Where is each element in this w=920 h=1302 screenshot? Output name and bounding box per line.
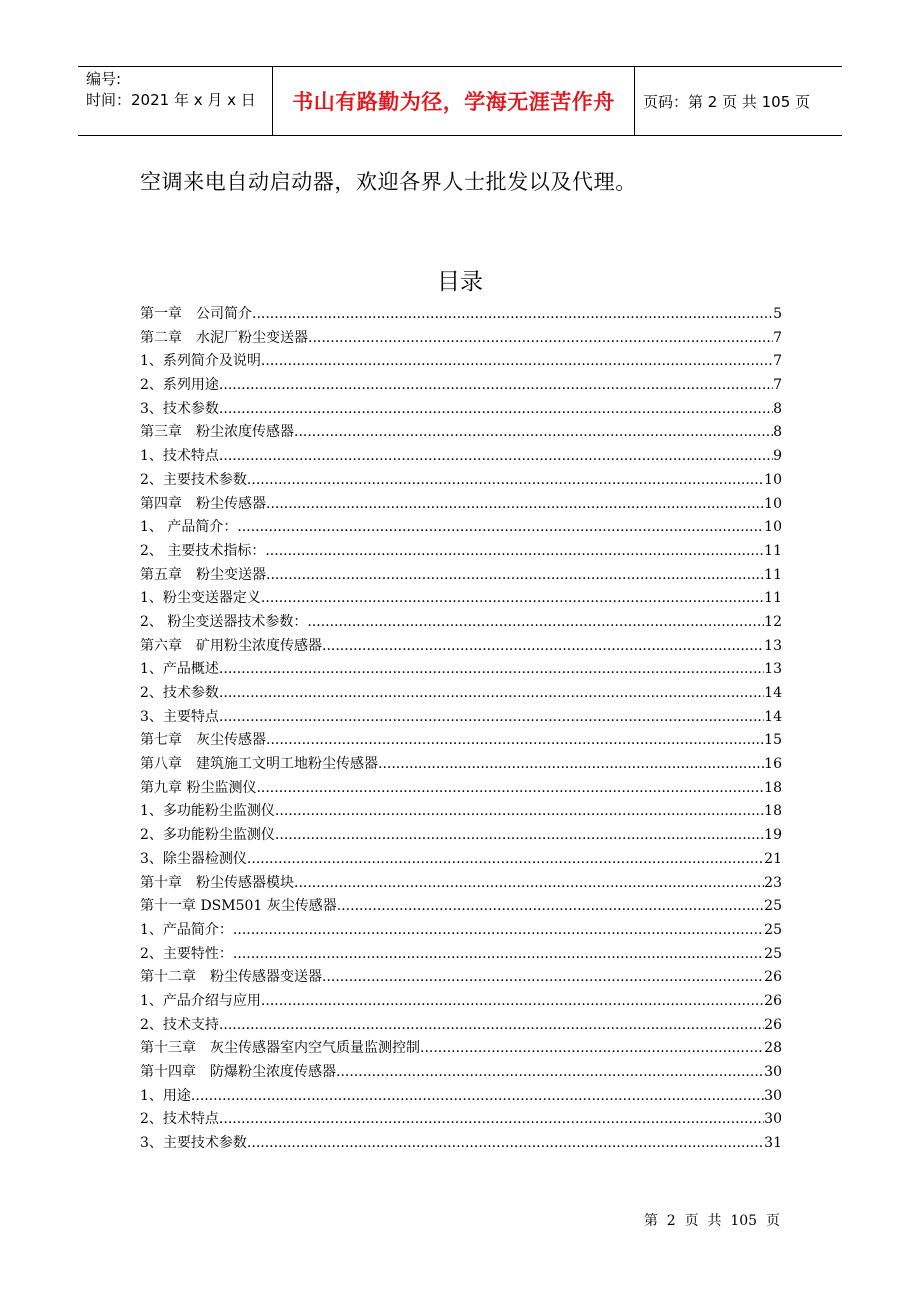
document-time-label: 时间：2021 年 x 月 x 日 xyxy=(86,91,256,109)
toc-entry-page: 10 xyxy=(764,471,782,488)
toc-leader-dots xyxy=(275,803,764,819)
toc-entry-page: 30 xyxy=(764,1087,782,1104)
toc-entry-page: 19 xyxy=(764,827,782,844)
toc-entry-page: 30 xyxy=(764,1111,782,1128)
toc-entry-label: 3、主要技术参数 xyxy=(140,1135,247,1152)
toc-entry[interactable] xyxy=(140,682,782,706)
toc-entry-label: 2、系列用途 xyxy=(140,377,219,394)
toc-leader-dots xyxy=(336,1064,764,1080)
toc-leader-dots xyxy=(219,709,764,725)
toc-leader-dots xyxy=(307,614,764,630)
toc-entry-page: 14 xyxy=(764,685,782,701)
toc-entry-label: 3、主要特点 xyxy=(140,708,219,725)
toc-leader-dots xyxy=(275,827,764,843)
page-header xyxy=(78,66,842,136)
toc-entry-page: 10 xyxy=(764,519,782,536)
toc-entry[interactable] xyxy=(140,350,782,374)
toc-entry[interactable] xyxy=(140,824,782,848)
intro-text: 空调来电自动启动器，欢迎各界人士批发以及代理。 xyxy=(140,170,637,194)
page-footer xyxy=(644,1210,780,1230)
toc-leader-dots xyxy=(308,330,773,346)
toc-entry[interactable] xyxy=(140,493,782,517)
toc-entry-label: 2、主要技术参数 xyxy=(140,471,247,488)
toc-entry-page: 8 xyxy=(773,400,782,417)
toc-entry[interactable] xyxy=(140,1108,782,1132)
toc-entry-page: 21 xyxy=(764,850,782,867)
toc-entry-page: 11 xyxy=(764,590,782,607)
toc-entry-page: 26 xyxy=(764,969,782,986)
toc-entry-label: 第十二章 粉尘传感器变送器 xyxy=(140,969,322,986)
toc-entry-page: 26 xyxy=(764,992,782,1009)
toc-entry-page: 23 xyxy=(764,874,782,891)
toc-entry-page: 7 xyxy=(773,377,782,394)
toc-entry[interactable] xyxy=(140,872,782,896)
toc-entry-label: 1、系列简介及说明 xyxy=(140,353,261,370)
toc-leader-dots xyxy=(420,1040,764,1056)
toc-entry[interactable] xyxy=(140,516,782,540)
toc-entry[interactable] xyxy=(140,1037,782,1061)
toc-entry-page: 7 xyxy=(773,329,782,346)
toc-entry-label: 第八章 建筑施工文明工地粉尘传感器 xyxy=(140,756,378,773)
toc-entry[interactable] xyxy=(140,469,782,493)
toc-entry-label: 2、 粉尘变送器技术参数： xyxy=(140,613,308,630)
toc-leader-dots xyxy=(378,756,764,772)
toc-entry-label: 第七章 灰尘传感器 xyxy=(140,732,266,749)
toc-entry[interactable] xyxy=(140,777,782,801)
toc-entry-page: 5 xyxy=(773,306,782,322)
footer-page-number: 第 2 页 共 105 页 xyxy=(643,1213,780,1229)
toc-entry[interactable] xyxy=(140,800,782,824)
toc-leader-dots xyxy=(219,661,764,677)
toc-leader-dots xyxy=(337,898,764,914)
toc-entry[interactable] xyxy=(140,658,782,682)
toc-entry-page: 25 xyxy=(764,945,782,962)
toc-entry[interactable] xyxy=(140,706,782,730)
toc-entry[interactable] xyxy=(140,445,782,469)
toc-entry[interactable] xyxy=(140,943,782,967)
toc-entry[interactable] xyxy=(140,753,782,777)
toc-leader-dots xyxy=(219,401,773,417)
toc-entry-label: 第十一章 DSM501 灰尘传感器 xyxy=(140,898,337,915)
toc-leader-dots xyxy=(252,306,773,322)
toc-leader-dots xyxy=(261,590,764,606)
toc-entry-label: 第十章 粉尘传感器模块 xyxy=(140,874,294,891)
toc-entry-page: 28 xyxy=(764,1040,782,1057)
toc-entry-page: 13 xyxy=(764,637,782,654)
toc-entry-page: 26 xyxy=(764,1016,782,1033)
toc-entry-label: 第三章 粉尘浓度传感器 xyxy=(140,424,294,441)
toc-leader-dots xyxy=(266,496,764,512)
toc-entry-page: 12 xyxy=(764,613,782,630)
toc-entry-label: 1、用途 xyxy=(140,1087,191,1104)
toc-entry-label: 3、除尘器检测仪 xyxy=(140,850,247,867)
toc-entry-page: 30 xyxy=(764,1064,782,1080)
toc-leader-dots xyxy=(266,732,764,748)
header-motto: 书山有路勤为径，学海无涯苦作舟 xyxy=(273,67,635,135)
toc-entry-label: 1、多功能粉尘监测仪 xyxy=(140,803,275,820)
toc-entry-label: 3、技术参数 xyxy=(140,400,219,417)
toc-leader-dots xyxy=(237,519,764,535)
toc-entry[interactable] xyxy=(140,303,782,327)
toc-entry-label: 2、技术支持 xyxy=(140,1016,219,1033)
toc-leader-dots xyxy=(294,424,773,440)
toc-leader-dots xyxy=(322,638,764,654)
toc-entry-page: 11 xyxy=(764,542,782,559)
toc-entry-label: 第十三章 灰尘传感器室内空气质量监测控制 xyxy=(140,1040,420,1057)
toc-entry-page: 18 xyxy=(764,779,782,796)
toc-entry-label: 2、多功能粉尘监测仪 xyxy=(140,827,275,844)
toc-leader-dots xyxy=(261,353,773,369)
header-meta xyxy=(78,67,273,135)
toc-entry-label: 第十四章 防爆粉尘浓度传感器 xyxy=(140,1064,336,1080)
toc-entry-label: 2、技术特点 xyxy=(140,1111,219,1128)
toc-leader-dots xyxy=(256,780,764,796)
toc-entry-page: 13 xyxy=(764,661,782,678)
toc-leader-dots xyxy=(219,377,773,393)
toc-entry-label: 1、产品概述 xyxy=(140,661,219,678)
toc-entry-page: 14 xyxy=(764,708,782,725)
toc-entry[interactable] xyxy=(140,564,782,588)
toc-leader-dots xyxy=(265,543,764,559)
toc-entry-page: 31 xyxy=(764,1135,782,1152)
table-of-contents xyxy=(140,303,782,1156)
toc-leader-dots xyxy=(322,969,764,985)
toc-entry-page: 11 xyxy=(764,566,782,583)
toc-leader-dots xyxy=(266,567,764,583)
toc-entry[interactable] xyxy=(140,398,782,422)
toc-entry-label: 第六章 矿用粉尘浓度传感器 xyxy=(140,637,322,654)
toc-entry[interactable] xyxy=(140,990,782,1014)
toc-entry-page: 25 xyxy=(764,898,782,915)
document-number-label: 编号: xyxy=(86,70,122,88)
toc-leader-dots xyxy=(247,472,764,488)
header-page-number: 页码：第 2 页 共 105 页 xyxy=(643,92,811,111)
toc-entry-page: 25 xyxy=(764,921,782,938)
toc-leader-dots xyxy=(247,851,764,867)
toc-entry[interactable] xyxy=(140,635,782,659)
toc-entry-label: 第四章 粉尘传感器 xyxy=(140,495,266,512)
toc-entry-label: 2、技术参数 xyxy=(140,685,219,701)
toc-entry-label: 1、产品介绍与应用 xyxy=(140,992,261,1009)
toc-leader-dots xyxy=(219,448,773,464)
toc-leader-dots xyxy=(219,1111,764,1127)
toc-entry-label: 第九章 粉尘监测仪 xyxy=(140,779,257,796)
toc-entry-label: 2、 主要技术指标： xyxy=(140,542,266,559)
toc-entry-page: 8 xyxy=(773,424,782,441)
toc-entry-page: 9 xyxy=(773,448,782,465)
toc-leader-dots xyxy=(261,993,764,1009)
toc-entry[interactable] xyxy=(140,1061,782,1085)
toc-entry-label: 1、产品简介： xyxy=(140,921,233,938)
toc-entry-page: 18 xyxy=(764,803,782,820)
toc-entry-label: 第二章 水泥厂粉尘变送器 xyxy=(140,329,308,346)
toc-entry[interactable] xyxy=(140,895,782,919)
toc-leader-dots xyxy=(219,1017,764,1033)
toc-entry[interactable] xyxy=(140,421,782,445)
toc-entry[interactable] xyxy=(140,729,782,753)
toc-leader-dots xyxy=(247,1135,764,1151)
toc-entry-label: 2、主要特性： xyxy=(140,945,233,962)
toc-entry-label: 第五章 粉尘变送器 xyxy=(140,566,266,583)
toc-entry-label: 1、 产品简介： xyxy=(140,519,238,536)
toc-entry-page: 16 xyxy=(764,756,782,773)
toc-leader-dots xyxy=(233,922,764,938)
toc-entry[interactable] xyxy=(140,611,782,635)
toc-entry[interactable] xyxy=(140,1085,782,1109)
toc-entry[interactable] xyxy=(140,374,782,398)
toc-entry[interactable] xyxy=(140,540,782,564)
toc-entry-page: 10 xyxy=(764,495,782,512)
toc-entry-label: 1、技术特点 xyxy=(140,448,219,465)
toc-leader-dots xyxy=(219,685,764,701)
toc-leader-dots xyxy=(233,946,764,962)
toc-entry-page: 15 xyxy=(764,732,782,749)
toc-entry[interactable] xyxy=(140,919,782,943)
toc-entry[interactable] xyxy=(140,587,782,611)
toc-entry[interactable] xyxy=(140,848,782,872)
toc-entry[interactable] xyxy=(140,966,782,990)
toc-leader-dots xyxy=(294,875,764,891)
toc-entry-label: 第一章 公司简介 xyxy=(140,306,252,322)
toc-entry[interactable] xyxy=(140,1132,782,1156)
toc-entry-label: 1、粉尘变送器定义 xyxy=(140,590,261,607)
toc-title: 目录 xyxy=(437,269,483,295)
toc-leader-dots xyxy=(191,1088,764,1104)
toc-entry[interactable] xyxy=(140,1014,782,1038)
toc-entry-page: 7 xyxy=(773,353,782,370)
toc-entry[interactable] xyxy=(140,327,782,351)
